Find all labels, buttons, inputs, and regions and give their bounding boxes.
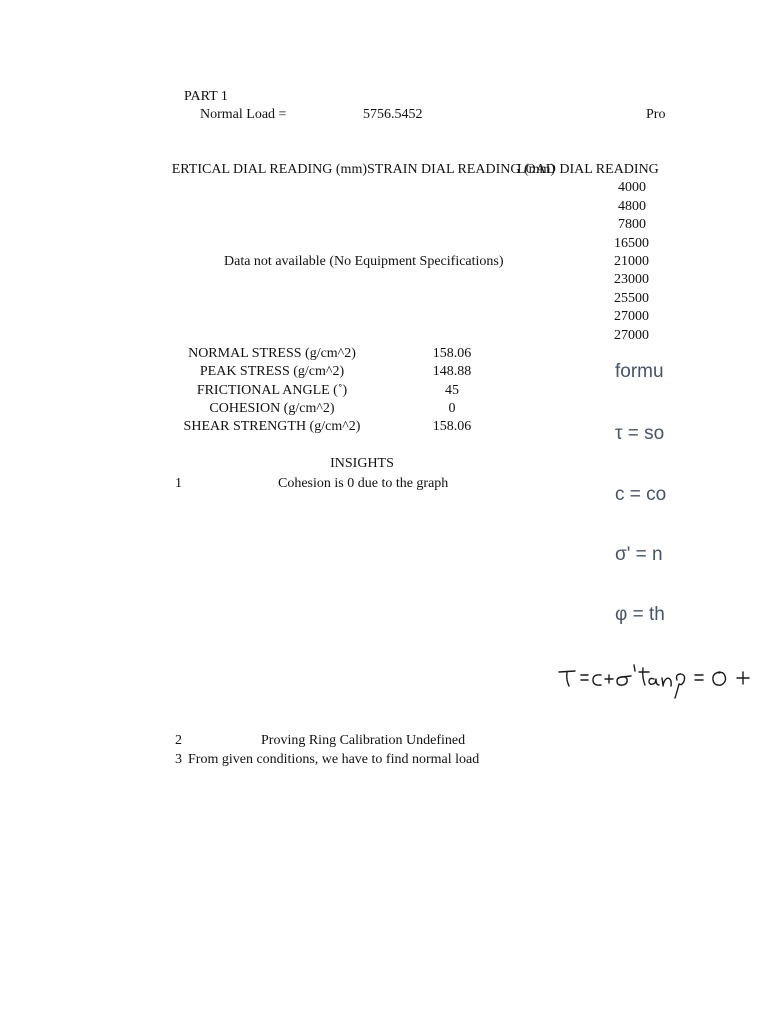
insight-1-number: 1	[175, 476, 182, 491]
insight-2-number: 2	[175, 733, 182, 748]
peak-stress-label: PEAK STRESS (g/cm^2)	[199, 364, 345, 379]
load-reading-8: 27000	[614, 309, 649, 324]
insight-3-text: From given conditions, we have to find normal load	[188, 752, 480, 767]
cohesion-label: COHESION (g/cm^2)	[209, 401, 335, 416]
normal-load-value: 5756.5452	[363, 107, 423, 122]
frictional-angle-label: FRICTIONAL ANGLE (˚)	[196, 383, 348, 398]
shear-strength-value: 158.06	[432, 419, 472, 434]
data-unavailable-note: Data not available (No Equipment Specifications)	[224, 254, 504, 269]
peak-stress-value: 148.88	[432, 364, 472, 379]
load-reading-6: 23000	[614, 272, 649, 287]
handwritten-formula	[555, 658, 765, 700]
insight-2-text: Proving Ring Calibration Undefined	[261, 733, 466, 748]
part-heading: PART 1	[184, 89, 228, 104]
insight-1-text: Cohesion is 0 due to the graph	[278, 476, 449, 491]
shear-strength-label: SHEAR STRENGTH (g/cm^2)	[183, 419, 361, 434]
formula-note-4: σ' = n	[615, 544, 663, 565]
normal-stress-label: NORMAL STRESS (g/cm^2)	[188, 346, 356, 361]
vertical-dial-header: ERTICAL DIAL READING (mm)	[171, 162, 367, 177]
normal-stress-value: 158.06	[432, 346, 472, 361]
load-dial-header: LOAD DIAL READING	[517, 162, 659, 177]
formula-note-2: τ = so	[615, 423, 665, 444]
formula-note-5: φ = th	[615, 604, 665, 625]
load-reading-4: 16500	[614, 236, 649, 251]
load-reading-9: 27000	[614, 328, 649, 343]
formula-note-3: c = co	[615, 484, 667, 505]
load-reading-3: 7800	[618, 217, 646, 232]
cohesion-value: 0	[448, 401, 456, 416]
load-reading-1: 4000	[618, 180, 646, 195]
load-reading-7: 25500	[614, 291, 649, 306]
normal-load-label: Normal Load =	[200, 107, 287, 122]
truncated-cell-text: Pro	[646, 107, 666, 122]
load-reading-5: 21000	[614, 254, 649, 269]
frictional-angle-value: 45	[445, 383, 459, 398]
insights-title: INSIGHTS	[330, 456, 394, 471]
formula-note-1: formu	[615, 361, 664, 382]
insight-3-number: 3	[175, 752, 182, 767]
strain-dial-header: STRAIN DIAL READING (mm)	[367, 162, 556, 177]
load-reading-2: 4800	[618, 199, 646, 214]
